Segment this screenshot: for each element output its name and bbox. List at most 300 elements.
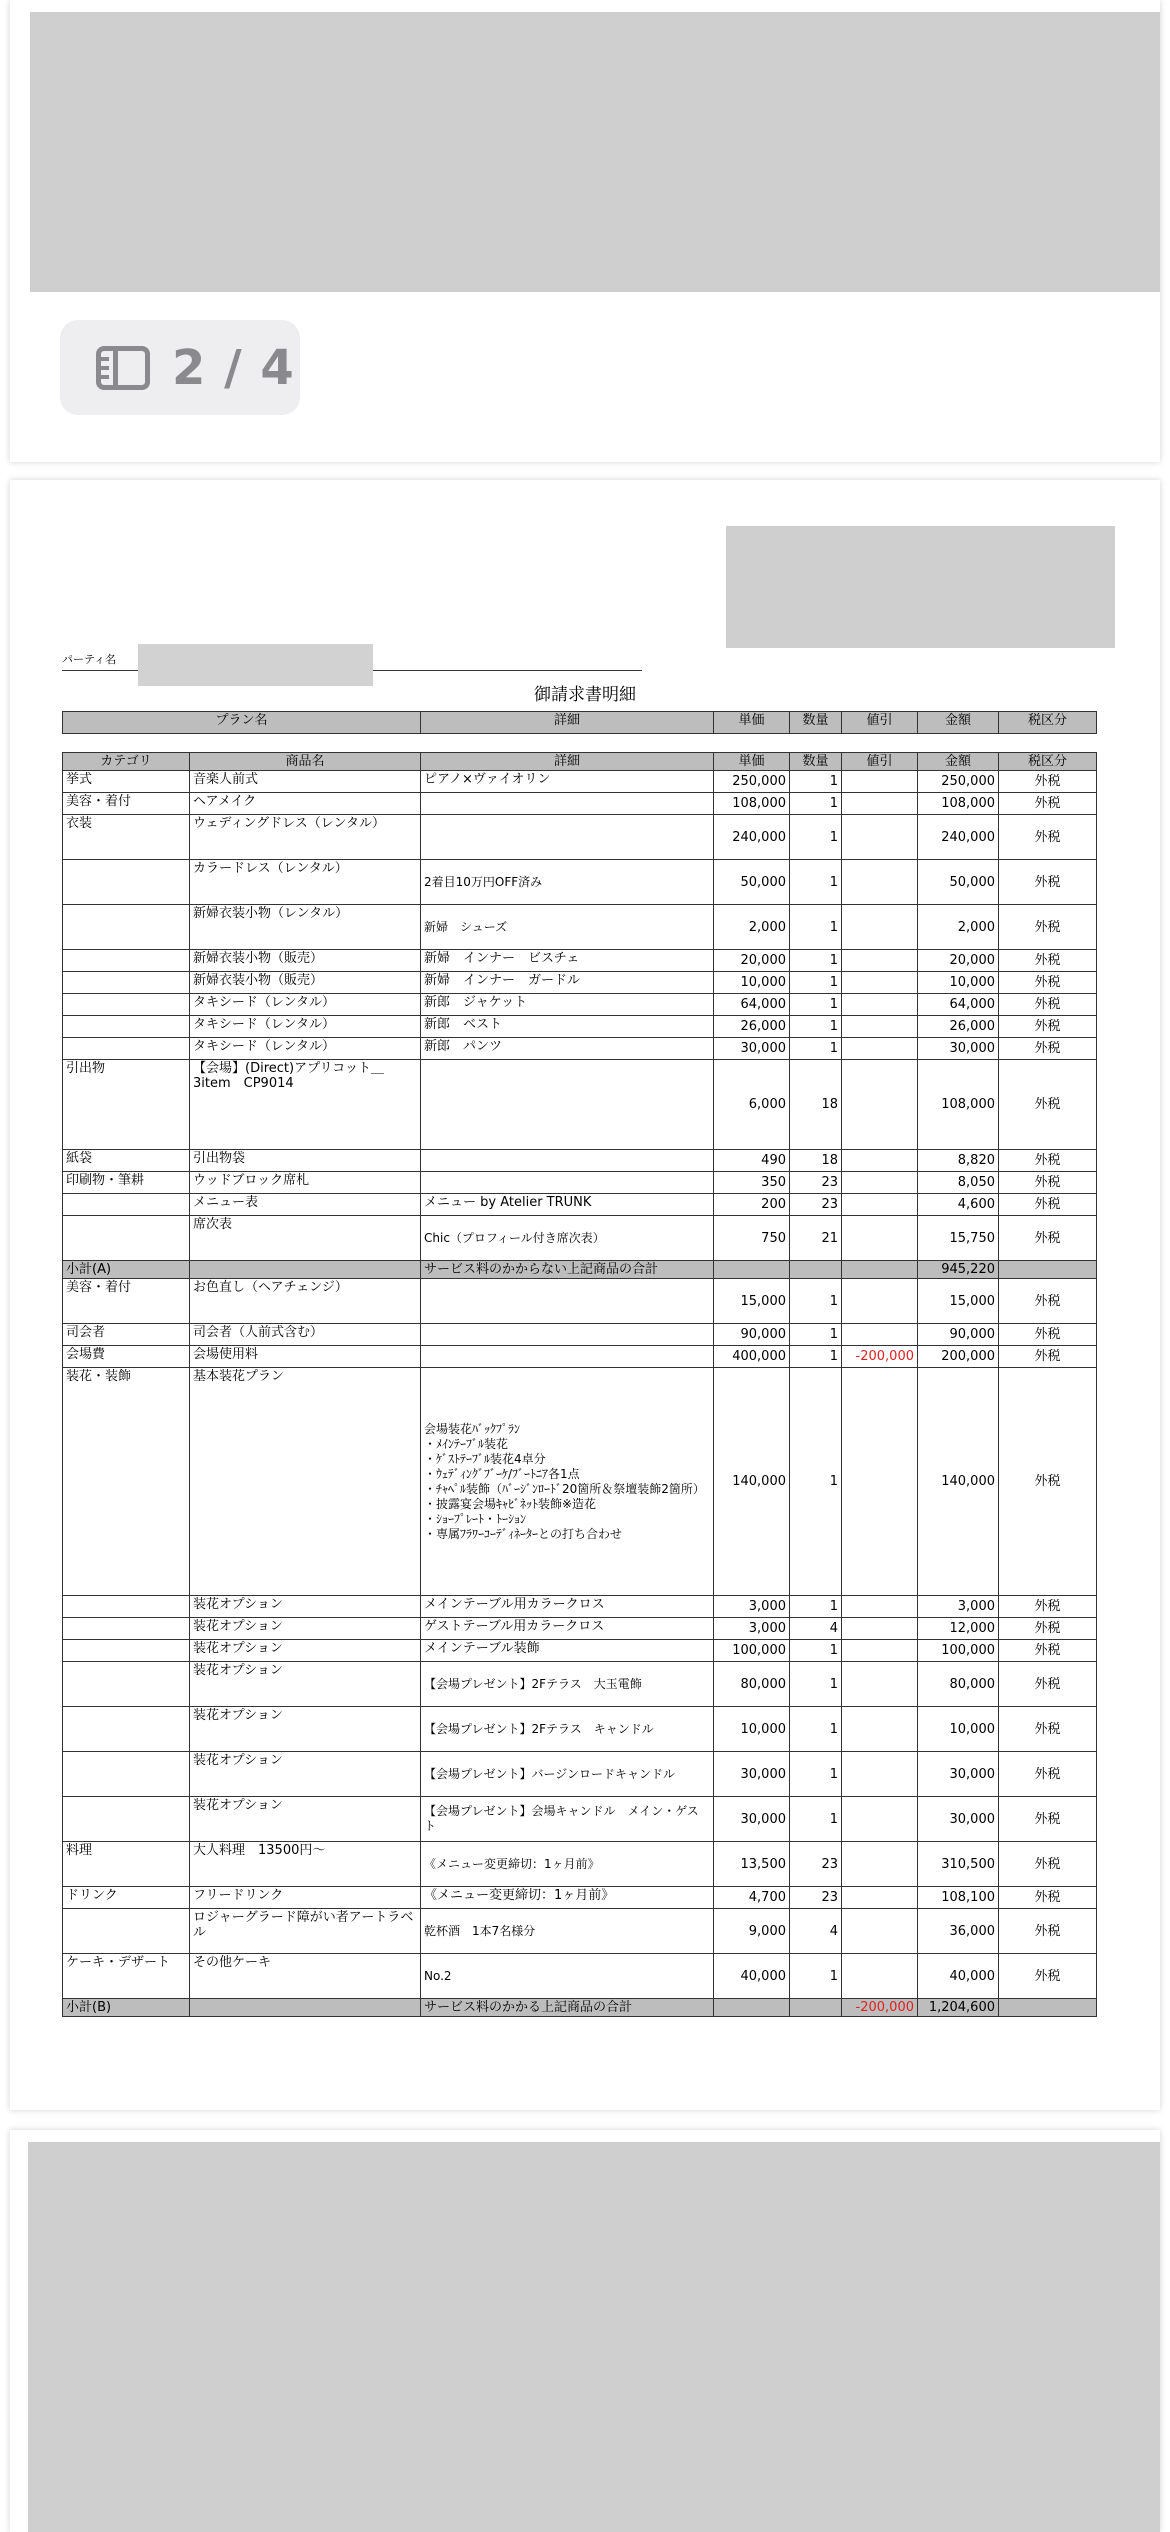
detail-cell: ゲストテーブル用カラークロス xyxy=(421,1618,714,1640)
product-cell: 装花オプション xyxy=(190,1707,421,1752)
discount-cell xyxy=(842,771,918,793)
detail-cell: サービス料のかからない上記商品の合計 xyxy=(421,1261,714,1279)
tax-cell: 外税 xyxy=(999,950,1097,972)
product-cell: 【会場】(Direct)アプリコット＿3item CP9014 xyxy=(190,1060,421,1150)
sidebar-icon xyxy=(96,346,150,390)
amount-cell: 30,000 xyxy=(918,1038,999,1060)
table-row xyxy=(63,815,1097,860)
qty-cell: 1 xyxy=(790,1346,842,1368)
discount-cell xyxy=(842,1752,918,1797)
price-cell: 240,000 xyxy=(714,815,790,860)
page-number: 2 / 4 xyxy=(172,339,295,396)
category-cell: 挙式 xyxy=(63,771,190,793)
amount-cell: 4,600 xyxy=(918,1194,999,1216)
table-row xyxy=(63,1887,1097,1909)
product-cell: メニュー表 xyxy=(190,1194,421,1216)
category-cell: 印刷物・筆耕 xyxy=(63,1172,190,1194)
category-cell: 紙袋 xyxy=(63,1150,190,1172)
table-row xyxy=(63,1662,1097,1707)
discount-cell xyxy=(842,972,918,994)
category-cell xyxy=(63,1752,190,1797)
discount-cell xyxy=(842,1368,918,1596)
detail-cell xyxy=(421,1172,714,1194)
subtotal-row xyxy=(63,1261,1097,1279)
product-cell: 大人料理 13500円～ xyxy=(190,1842,421,1887)
product-cell: 席次表 xyxy=(190,1216,421,1261)
amount-cell: 240,000 xyxy=(918,815,999,860)
detail-cell: サービス料のかかる上記商品の合計 xyxy=(421,1999,714,2017)
tax-cell: 外税 xyxy=(999,1662,1097,1707)
discount-cell: -200,000 xyxy=(842,1999,918,2017)
detail-cell xyxy=(421,1324,714,1346)
amount-cell: 100,000 xyxy=(918,1640,999,1662)
product-cell: 装花オプション xyxy=(190,1618,421,1640)
tax-cell: 外税 xyxy=(999,1618,1097,1640)
tax-cell: 外税 xyxy=(999,793,1097,815)
price-cell: 350 xyxy=(714,1172,790,1194)
table-row xyxy=(63,1752,1097,1797)
detail-cell xyxy=(421,1060,714,1150)
category-cell xyxy=(63,1016,190,1038)
product-cell: ウッドブロック席札 xyxy=(190,1172,421,1194)
price-cell xyxy=(714,1261,790,1279)
detail-cell: 新郎 ジャケット xyxy=(421,994,714,1016)
amount-cell: 40,000 xyxy=(918,1954,999,1999)
detail-cell: 【会場プレゼント】会場キャンドル メイン・ゲスト xyxy=(421,1797,714,1842)
product-cell: 装花オプション xyxy=(190,1640,421,1662)
table-row xyxy=(63,905,1097,950)
header-amount: 金額 xyxy=(918,753,999,771)
qty-cell: 21 xyxy=(790,1216,842,1261)
qty-cell: 1 xyxy=(790,815,842,860)
price-cell: 2,000 xyxy=(714,905,790,950)
qty-cell: 1 xyxy=(790,1662,842,1707)
detail-cell: 会場装花ﾊﾞｯｸﾌﾟﾗﾝ ・ﾒｲﾝﾃｰﾌﾞﾙ装花 ・ｹﾞｽﾄﾃｰﾌﾞﾙ装花4卓分 ・ｳｪﾃﾞｨﾝｸﾞﾌﾞｰｹ/ﾌﾞｰﾄﾆｱ各1点 ・ﾁｬﾍﾟﾙ装飾（ﾊﾞｰｼﾞﾝﾛｰﾄﾞ20箇所＆祭壇装飾2箇所） ・披露宴会場ｷｬﾋﾞﾈｯﾄ装飾※造花 ・ｼｮｰﾌﾟﾚｰﾄ・ﾄｰｼｮﾝ ・専属ﾌﾗﾜｰｺｰﾃﾞｨﾈｰﾀｰとの打ち合わせ xyxy=(421,1368,714,1596)
product-cell: 装花オプション xyxy=(190,1596,421,1618)
product-cell: 引出物袋 xyxy=(190,1150,421,1172)
qty-cell: 1 xyxy=(790,1324,842,1346)
table-row xyxy=(63,771,1097,793)
header-product: 商品名 xyxy=(190,753,421,771)
table-row xyxy=(63,1172,1097,1194)
tax-cell: 外税 xyxy=(999,1368,1097,1596)
amount-cell: 80,000 xyxy=(918,1662,999,1707)
discount-cell xyxy=(842,994,918,1016)
table-row xyxy=(63,1060,1097,1150)
detail-cell xyxy=(421,1279,714,1324)
qty-cell: 1 xyxy=(790,950,842,972)
discount-cell xyxy=(842,1662,918,1707)
discount-cell: -200,000 xyxy=(842,1346,918,1368)
amount-cell: 30,000 xyxy=(918,1797,999,1842)
amount-cell: 15,000 xyxy=(918,1279,999,1324)
amount-cell: 30,000 xyxy=(918,1752,999,1797)
tax-cell: 外税 xyxy=(999,1842,1097,1887)
header-plan: プラン名 xyxy=(63,712,421,734)
price-cell: 9,000 xyxy=(714,1909,790,1954)
discount-cell xyxy=(842,1618,918,1640)
tax-cell: 外税 xyxy=(999,1752,1097,1797)
product-cell xyxy=(190,1261,421,1279)
discount-cell xyxy=(842,1261,918,1279)
discount-cell xyxy=(842,1150,918,1172)
discount-cell xyxy=(842,950,918,972)
detail-cell: メインテーブル用カラークロス xyxy=(421,1596,714,1618)
table-row xyxy=(63,1618,1097,1640)
category-cell: 美容・着付 xyxy=(63,1279,190,1324)
qty-cell: 1 xyxy=(790,1640,842,1662)
category-cell xyxy=(63,1618,190,1640)
category-cell xyxy=(63,1216,190,1261)
page-indicator[interactable] xyxy=(60,320,300,415)
detail-cell: Chic（プロフィール付き席次表） xyxy=(421,1216,714,1261)
qty-cell: 1 xyxy=(790,1797,842,1842)
amount-cell: 1,204,600 xyxy=(918,1999,999,2017)
tax-cell: 外税 xyxy=(999,1038,1097,1060)
category-cell: 装花・装飾 xyxy=(63,1368,190,1596)
product-cell: お色直し（ヘアチェンジ） xyxy=(190,1279,421,1324)
tax-cell: 外税 xyxy=(999,1909,1097,1954)
amount-cell: 10,000 xyxy=(918,972,999,994)
category-cell xyxy=(63,1038,190,1060)
amount-cell: 12,000 xyxy=(918,1618,999,1640)
discount-cell xyxy=(842,1887,918,1909)
amount-cell: 15,750 xyxy=(918,1216,999,1261)
table-row xyxy=(63,1279,1097,1324)
qty-cell: 23 xyxy=(790,1842,842,1887)
tax-cell: 外税 xyxy=(999,1324,1097,1346)
price-cell: 3,000 xyxy=(714,1596,790,1618)
detail-cell: メインテーブル装飾 xyxy=(421,1640,714,1662)
qty-cell: 1 xyxy=(790,1596,842,1618)
price-cell: 80,000 xyxy=(714,1662,790,1707)
category-cell xyxy=(63,994,190,1016)
price-cell: 50,000 xyxy=(714,860,790,905)
price-cell: 30,000 xyxy=(714,1797,790,1842)
amount-cell: 50,000 xyxy=(918,860,999,905)
redacted-area xyxy=(28,2142,1160,2532)
discount-cell xyxy=(842,860,918,905)
table-row xyxy=(63,1797,1097,1842)
category-cell: 引出物 xyxy=(63,1060,190,1150)
price-cell: 400,000 xyxy=(714,1346,790,1368)
price-cell: 3,000 xyxy=(714,1618,790,1640)
qty-cell: 1 xyxy=(790,972,842,994)
price-cell: 6,000 xyxy=(714,1060,790,1150)
price-cell: 108,000 xyxy=(714,793,790,815)
product-cell xyxy=(190,1999,421,2017)
discount-cell xyxy=(842,1016,918,1038)
party-name-line xyxy=(62,644,642,671)
table-row xyxy=(63,1346,1097,1368)
tax-cell: 外税 xyxy=(999,1640,1097,1662)
detail-cell xyxy=(421,1150,714,1172)
price-cell: 64,000 xyxy=(714,994,790,1016)
table-row xyxy=(63,1596,1097,1618)
plan-header-table xyxy=(62,711,1097,734)
table-row xyxy=(63,1038,1097,1060)
amount-cell: 250,000 xyxy=(918,771,999,793)
discount-cell xyxy=(842,793,918,815)
price-cell: 13,500 xyxy=(714,1842,790,1887)
tax-cell: 外税 xyxy=(999,1172,1097,1194)
tax-cell: 外税 xyxy=(999,1707,1097,1752)
detail-cell: ピアノ×ヴァイオリン xyxy=(421,771,714,793)
table-row xyxy=(63,950,1097,972)
product-cell: 装花オプション xyxy=(190,1797,421,1842)
category-cell: 小計(B) xyxy=(63,1999,190,2017)
qty-cell: 1 xyxy=(790,1279,842,1324)
items-table xyxy=(62,752,1097,2017)
price-cell: 10,000 xyxy=(714,972,790,994)
tax-cell xyxy=(999,1999,1097,2017)
redacted-area xyxy=(726,526,1115,648)
tax-cell: 外税 xyxy=(999,1279,1097,1324)
discount-cell xyxy=(842,1060,918,1150)
category-cell: 会場費 xyxy=(63,1346,190,1368)
tax-cell xyxy=(999,1261,1097,1279)
product-cell: タキシード（レンタル） xyxy=(190,1016,421,1038)
qty-cell: 23 xyxy=(790,1172,842,1194)
category-cell xyxy=(63,1596,190,1618)
qty-cell: 4 xyxy=(790,1909,842,1954)
price-cell: 10,000 xyxy=(714,1707,790,1752)
category-cell xyxy=(63,1707,190,1752)
tax-cell: 外税 xyxy=(999,1797,1097,1842)
tax-cell: 外税 xyxy=(999,1596,1097,1618)
qty-cell: 1 xyxy=(790,1368,842,1596)
discount-cell xyxy=(842,1216,918,1261)
discount-cell xyxy=(842,1172,918,1194)
header-qty: 数量 xyxy=(790,753,842,771)
discount-cell xyxy=(842,1909,918,1954)
header-price: 単価 xyxy=(714,712,790,734)
category-cell: ドリンク xyxy=(63,1887,190,1909)
price-cell: 90,000 xyxy=(714,1324,790,1346)
amount-cell: 90,000 xyxy=(918,1324,999,1346)
header-discount: 値引 xyxy=(842,712,918,734)
tax-cell: 外税 xyxy=(999,860,1097,905)
header-tax: 税区分 xyxy=(999,712,1097,734)
price-cell: 750 xyxy=(714,1216,790,1261)
tax-cell: 外税 xyxy=(999,1346,1097,1368)
product-cell: 装花オプション xyxy=(190,1752,421,1797)
category-cell: 料理 xyxy=(63,1842,190,1887)
qty-cell: 4 xyxy=(790,1618,842,1640)
tax-cell: 外税 xyxy=(999,994,1097,1016)
category-cell xyxy=(63,1640,190,1662)
category-cell: 司会者 xyxy=(63,1324,190,1346)
product-cell: 音楽人前式 xyxy=(190,771,421,793)
discount-cell xyxy=(842,1596,918,1618)
price-cell: 100,000 xyxy=(714,1640,790,1662)
table-row xyxy=(63,972,1097,994)
discount-cell xyxy=(842,1707,918,1752)
product-cell: タキシード（レンタル） xyxy=(190,994,421,1016)
amount-cell: 8,820 xyxy=(918,1150,999,1172)
amount-cell: 8,050 xyxy=(918,1172,999,1194)
discount-cell xyxy=(842,1842,918,1887)
discount-cell xyxy=(842,1324,918,1346)
qty-cell: 1 xyxy=(790,1707,842,1752)
product-cell: 新婦衣装小物（販売） xyxy=(190,950,421,972)
category-cell xyxy=(63,1662,190,1707)
product-cell: タキシード（レンタル） xyxy=(190,1038,421,1060)
category-cell: 小計(A) xyxy=(63,1261,190,1279)
product-cell: 会場使用料 xyxy=(190,1346,421,1368)
qty-cell: 1 xyxy=(790,1752,842,1797)
detail-cell: 2着目10万円OFF済み xyxy=(421,860,714,905)
discount-cell xyxy=(842,1038,918,1060)
detail-cell: 《メニュー変更締切：1ヶ月前》 xyxy=(421,1887,714,1909)
detail-cell: 【会場プレゼント】バージンロードキャンドル xyxy=(421,1752,714,1797)
header-discount: 値引 xyxy=(842,753,918,771)
price-cell xyxy=(714,1999,790,2017)
discount-cell xyxy=(842,1954,918,1999)
discount-cell xyxy=(842,1194,918,1216)
amount-cell: 10,000 xyxy=(918,1707,999,1752)
qty-cell xyxy=(790,1261,842,1279)
price-cell: 4,700 xyxy=(714,1887,790,1909)
tax-cell: 外税 xyxy=(999,1150,1097,1172)
detail-cell: 新郎 パンツ xyxy=(421,1038,714,1060)
party-name-label: パーティ名 xyxy=(62,653,117,666)
product-cell: 新婦衣装小物（販売） xyxy=(190,972,421,994)
product-cell: ロジャーグラード障がい者アートラベル xyxy=(190,1909,421,1954)
amount-cell: 64,000 xyxy=(918,994,999,1016)
tax-cell: 外税 xyxy=(999,1954,1097,1999)
document-title: 御請求書明細 xyxy=(534,685,636,705)
category-cell: 衣装 xyxy=(63,815,190,860)
category-cell xyxy=(63,860,190,905)
product-cell: カラードレス（レンタル） xyxy=(190,860,421,905)
qty-cell: 1 xyxy=(790,771,842,793)
subtotal-row xyxy=(63,1999,1097,2017)
qty-cell: 1 xyxy=(790,1954,842,1999)
table-row xyxy=(63,994,1097,1016)
detail-cell: No.2 xyxy=(421,1954,714,1999)
table-row xyxy=(63,1150,1097,1172)
tax-cell: 外税 xyxy=(999,771,1097,793)
product-cell: ヘアメイク xyxy=(190,793,421,815)
category-cell xyxy=(63,972,190,994)
header-qty: 数量 xyxy=(790,712,842,734)
detail-cell: 【会場プレゼント】2Fテラス キャンドル xyxy=(421,1707,714,1752)
detail-cell: メニュー by Atelier TRUNK xyxy=(421,1194,714,1216)
price-cell: 15,000 xyxy=(714,1279,790,1324)
table-row xyxy=(63,1909,1097,1954)
detail-cell: 《メニュー変更締切：1ヶ月前》 xyxy=(421,1842,714,1887)
amount-cell: 945,220 xyxy=(918,1261,999,1279)
product-cell: ウェディングドレス（レンタル） xyxy=(190,815,421,860)
qty-cell: 18 xyxy=(790,1150,842,1172)
amount-cell: 108,100 xyxy=(918,1887,999,1909)
table-row xyxy=(63,1640,1097,1662)
tax-cell: 外税 xyxy=(999,1887,1097,1909)
price-cell: 490 xyxy=(714,1150,790,1172)
category-cell xyxy=(63,1797,190,1842)
discount-cell xyxy=(842,1797,918,1842)
header-detail: 詳細 xyxy=(421,753,714,771)
qty-cell: 1 xyxy=(790,860,842,905)
discount-cell xyxy=(842,905,918,950)
qty-cell: 1 xyxy=(790,1016,842,1038)
redacted-area xyxy=(30,12,1160,292)
tax-cell: 外税 xyxy=(999,1216,1097,1261)
price-cell: 30,000 xyxy=(714,1038,790,1060)
header-category: カテゴリ xyxy=(63,753,190,771)
table-row xyxy=(63,1016,1097,1038)
qty-cell: 18 xyxy=(790,1060,842,1150)
category-cell: ケーキ・デザート xyxy=(63,1954,190,1999)
table-row xyxy=(63,1954,1097,1999)
qty-cell: 1 xyxy=(790,793,842,815)
table-row xyxy=(63,1707,1097,1752)
product-cell: その他ケーキ xyxy=(190,1954,421,1999)
product-cell: 基本装花プラン xyxy=(190,1368,421,1596)
category-cell xyxy=(63,905,190,950)
detail-cell xyxy=(421,815,714,860)
qty-cell: 1 xyxy=(790,1038,842,1060)
category-cell xyxy=(63,1909,190,1954)
tax-cell: 外税 xyxy=(999,905,1097,950)
table-row xyxy=(63,793,1097,815)
detail-cell: 新婦 インナー ガードル xyxy=(421,972,714,994)
category-cell: 美容・着付 xyxy=(63,793,190,815)
category-cell xyxy=(63,1194,190,1216)
amount-cell: 108,000 xyxy=(918,793,999,815)
table-row xyxy=(63,860,1097,905)
table-row xyxy=(63,1368,1097,1596)
discount-cell xyxy=(842,815,918,860)
header-detail: 詳細 xyxy=(421,712,714,734)
header-tax: 税区分 xyxy=(999,753,1097,771)
detail-cell: 新郎 ベスト xyxy=(421,1016,714,1038)
detail-cell xyxy=(421,793,714,815)
qty-cell: 1 xyxy=(790,994,842,1016)
table-row xyxy=(63,1324,1097,1346)
header-price: 単価 xyxy=(714,753,790,771)
detail-cell: 【会場プレゼント】2Fテラス 大玉電飾 xyxy=(421,1662,714,1707)
qty-cell: 23 xyxy=(790,1887,842,1909)
qty-cell: 1 xyxy=(790,905,842,950)
amount-cell: 20,000 xyxy=(918,950,999,972)
amount-cell: 36,000 xyxy=(918,1909,999,1954)
table-row xyxy=(63,1842,1097,1887)
discount-cell xyxy=(842,1640,918,1662)
qty-cell: 23 xyxy=(790,1194,842,1216)
amount-cell: 140,000 xyxy=(918,1368,999,1596)
price-cell: 20,000 xyxy=(714,950,790,972)
tax-cell: 外税 xyxy=(999,815,1097,860)
product-cell: 装花オプション xyxy=(190,1662,421,1707)
table-row xyxy=(63,1194,1097,1216)
price-cell: 26,000 xyxy=(714,1016,790,1038)
tax-cell: 外税 xyxy=(999,972,1097,994)
tax-cell: 外税 xyxy=(999,1060,1097,1150)
price-cell: 140,000 xyxy=(714,1368,790,1596)
header-amount: 金額 xyxy=(918,712,999,734)
product-cell: 司会者（人前式含む） xyxy=(190,1324,421,1346)
qty-cell xyxy=(790,1999,842,2017)
amount-cell: 3,000 xyxy=(918,1596,999,1618)
detail-cell: 新婦 インナー ビスチェ xyxy=(421,950,714,972)
tax-cell: 外税 xyxy=(999,1016,1097,1038)
detail-cell: 新婦 シューズ xyxy=(421,905,714,950)
product-cell: 新婦衣装小物（レンタル） xyxy=(190,905,421,950)
product-cell: フリードリンク xyxy=(190,1887,421,1909)
price-cell: 30,000 xyxy=(714,1752,790,1797)
